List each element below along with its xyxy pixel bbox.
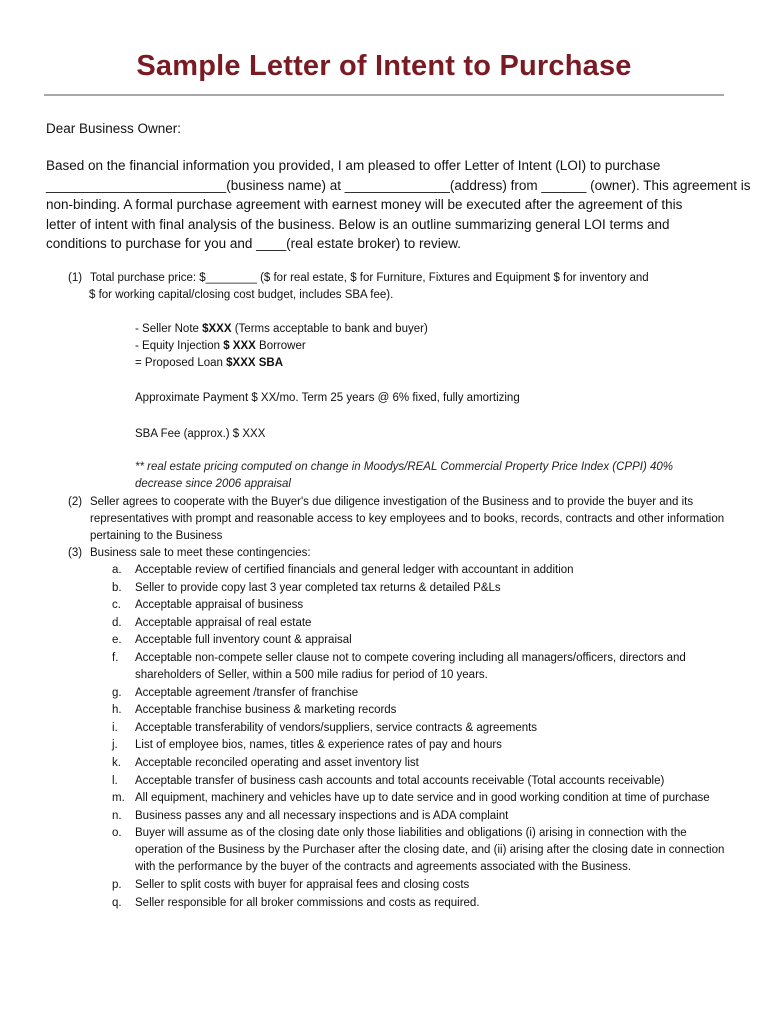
list-item: c. Acceptable appraisal of business (112, 599, 304, 612)
section-number: (2) (68, 496, 83, 508)
list-item: k. Acceptable reconciled operating and asset inventory list (112, 756, 419, 769)
list-item: h. Acceptable franchise business & marketing records (112, 704, 397, 717)
list-item: m. All equipment, machinery and vehicles have up to date service and in good working condition at time of purchase (112, 792, 710, 805)
proposed-loan-line: = Proposed Loan $XXX SBA (135, 357, 284, 369)
seller-note-line: - Seller Note $XXX (Terms acceptable to bank and buyer) (135, 323, 428, 335)
section-number: (1) (68, 272, 83, 284)
section-number: (3) (68, 547, 83, 559)
seller-note-amount: $XXX (202, 323, 232, 335)
intro-line: ________________________(business name) at ______________(address) from ______ (owner). This agreement is (46, 177, 751, 193)
intro-line: non-binding. A formal purchase agreement with earnest money will be executed after the agreement of this (46, 197, 683, 212)
approximate-payment-line: Approximate Payment $ XX/mo. Term 25 years @ 6% fixed, fully amortizing (135, 392, 520, 404)
section-1-text (90, 270, 730, 304)
sba-fee-line: SBA Fee (approx.) $ XXX (135, 428, 266, 440)
contingency-list (0, 562, 768, 912)
list-item: d. Acceptable appraisal of real estate (112, 616, 312, 629)
intro-line: conditions to purchase for you and ____(real estate broker) to review. (46, 236, 461, 251)
list-item: f. Acceptable non-compete seller clause not to compete covering including all managers/officers, directors and shareholders of Seller, within a 500 mile radius for period of 10 years. (112, 651, 686, 681)
intro-line: Based on the financial information you provided, I am pleased to offer Letter of Intent (LOI) to purchase (46, 158, 661, 173)
section-1-line: Total purchase price: $________ ($ for real estate, $ for Furniture, Fixtures and Equipment $ for inventory and (90, 272, 649, 284)
list-item: l. Acceptable transfer of business cash accounts and total accounts receivable (Total accounts receivable) (112, 774, 665, 787)
section-3-heading: Business sale to meet these contingencies: (90, 547, 311, 559)
loan-amount: $XXX SBA (226, 357, 284, 369)
equity-injection-line: - Equity Injection $ XXX Borrower (135, 340, 306, 352)
intro-line: letter of intent with final analysis of the business. Below is an outline summarizing general LOI terms and (46, 216, 670, 232)
equity-amount: $ XXX (223, 340, 256, 352)
list-item: b. Seller to provide copy last 3 year completed tax returns & detailed P&Ls (112, 581, 501, 594)
list-item: g. Acceptable agreement /transfer of franchise (112, 686, 359, 699)
section-2-text: Seller agrees to cooperate with the Buyer's due diligence investigation of the Business and to provide the buyer and its representatives with prompt and reasonable access to key employees and to books, records, contracts and other information pertaining to the Business (90, 496, 725, 542)
document-title: Sample Letter of Intent to Purchase (136, 50, 632, 82)
title-divider (44, 94, 724, 96)
real-estate-pricing-note: ** real estate pricing computed on change in Moodys/REAL Commercial Property Price Index (CPPI) 40% decrease since 2006 appraisal (135, 461, 673, 490)
list-item: e. Acceptable full inventory count & appraisal (112, 634, 352, 647)
section-1-line: $ for working capital/closing cost budget, includes SBA fee). (89, 289, 394, 301)
intro-paragraph (46, 156, 751, 254)
list-item: i. Acceptable transferability of vendors/suppliers, service contracts & agreements (112, 721, 538, 734)
list-item: j. List of employee bios, names, titles & experience rates of pay and hours (112, 739, 502, 752)
list-item: a. Acceptable review of certified financials and general ledger with accountant in addition (112, 564, 574, 576)
list-item: p. Seller to split costs with buyer for appraisal fees and closing costs (112, 878, 470, 891)
list-item: n. Business passes any and all necessary inspections and is ADA complaint (112, 809, 509, 822)
greeting: Dear Business Owner: (46, 121, 182, 136)
list-item: q. Seller responsible for all broker commissions and costs as required. (112, 896, 480, 909)
list-item: o. Buyer will assume as of the closing date only those liabilities and obligations (i) arising in connection with the operation of the Business by the Purchaser after the closing date, and (ii) arising after the closing date in connection with the performance by the buyer of the contracts and agreements associated with the Business. (112, 827, 725, 874)
